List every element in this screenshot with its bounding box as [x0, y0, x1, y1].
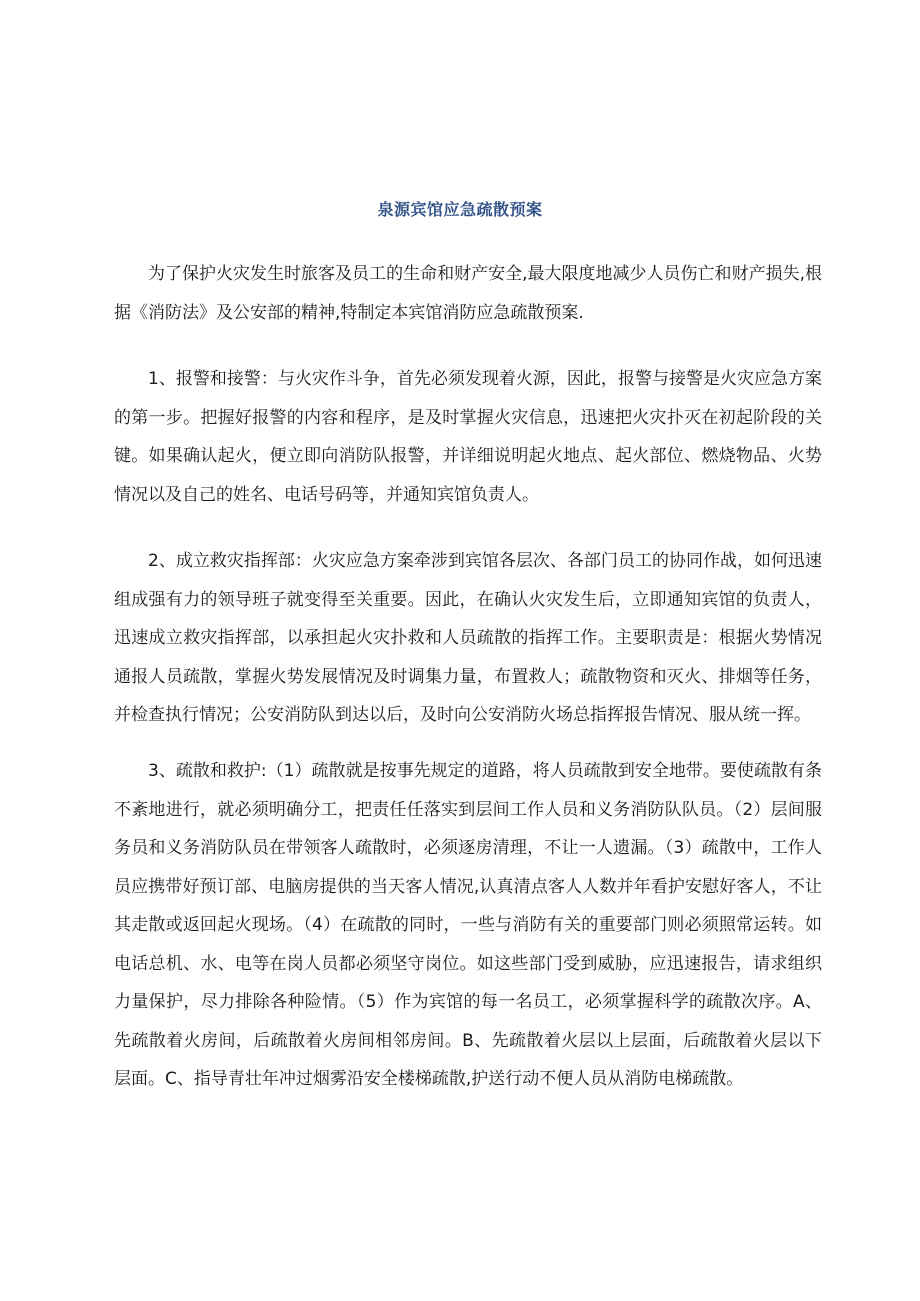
document-title: 泉源宾馆应急疏散预案	[377, 200, 543, 219]
section-2-command-paragraph: 2、成立救灾指挥部：火灾应急方案牵涉到宾馆各层次、各部门员工的协同作战，如何迅速组成强有力的领导班子就变得至关重要。因此，在确认火灾发生后，立即通知宾馆的负责人，迅速成立救灾指挥部，以承担起火灾扑救和人员疏散的指挥工作。主要职责是：根据火势情况通报人员疏散，掌握火势发展情况及时调集力量，布置救人；疏散物资和灭火、排烟等任务，并检查执行情况；公安消防队到达以后，及时向公安消防火场总指挥报告情况、服从统一挥。	[114, 551, 822, 725]
section-1-alarm-paragraph: 1、报警和接警：与火灾作斗争，首先必须发现着火源，因此，报警与接警是火灾应急方案的第一步。把握好报警的内容和程序，是及时掌握火灾信息，迅速把火灾扑灭在初起阶段的关键。如果确认起火，便立即向消防队报警，并详细说明起火地点、起火部位、燃烧物品、火势情况以及自己的姓名、电话号码等，并通知宾馆负责人。	[114, 369, 822, 505]
section-3-evacuation-paragraph: 3、疏散和救护:（1）疏散就是按事先规定的道路，将人员疏散到安全地带。要使疏散有条不紊地进行，就必须明确分工，把责任任落实到层间工作人员和义务消防队队员。（2）层间服务员和义务消防队员在带领客人疏散时，必须逐房清理，不让一人遗漏。（3）疏散中，工作人员应携带好预订部、电脑房提供的当天客人情况,认真清点客人人数并年看护安慰好客人，不让其走散或返回起火现场。（4）在疏散的同时，一些与消防有关的重要部门则必须照常运转。如电话总机、水、电等在岗人员都必须坚守岗位。如这些部门受到威胁，应迅速报告，请求组织力量保护，尽力排除各种险情。（5）作为宾馆的每一名员工，必须掌握科学的疏散次序。A、先疏散着火房间，后疏散着火房间相邻房间。B、先疏散着火层以上层面，后疏散着火层以下层面。C、指导青壮年冲过烟雾沿安全楼梯疏散,护送行动不便人员从消防电梯疏散。	[114, 761, 822, 1089]
intro-paragraph: 为了保护火灾发生时旅客及员工的生命和财产安全,最大限度地减少人员伤亡和财产损失,根据《消防法》及公安部的精神,特制定本宾馆消防应急疏散预案.	[114, 264, 822, 323]
